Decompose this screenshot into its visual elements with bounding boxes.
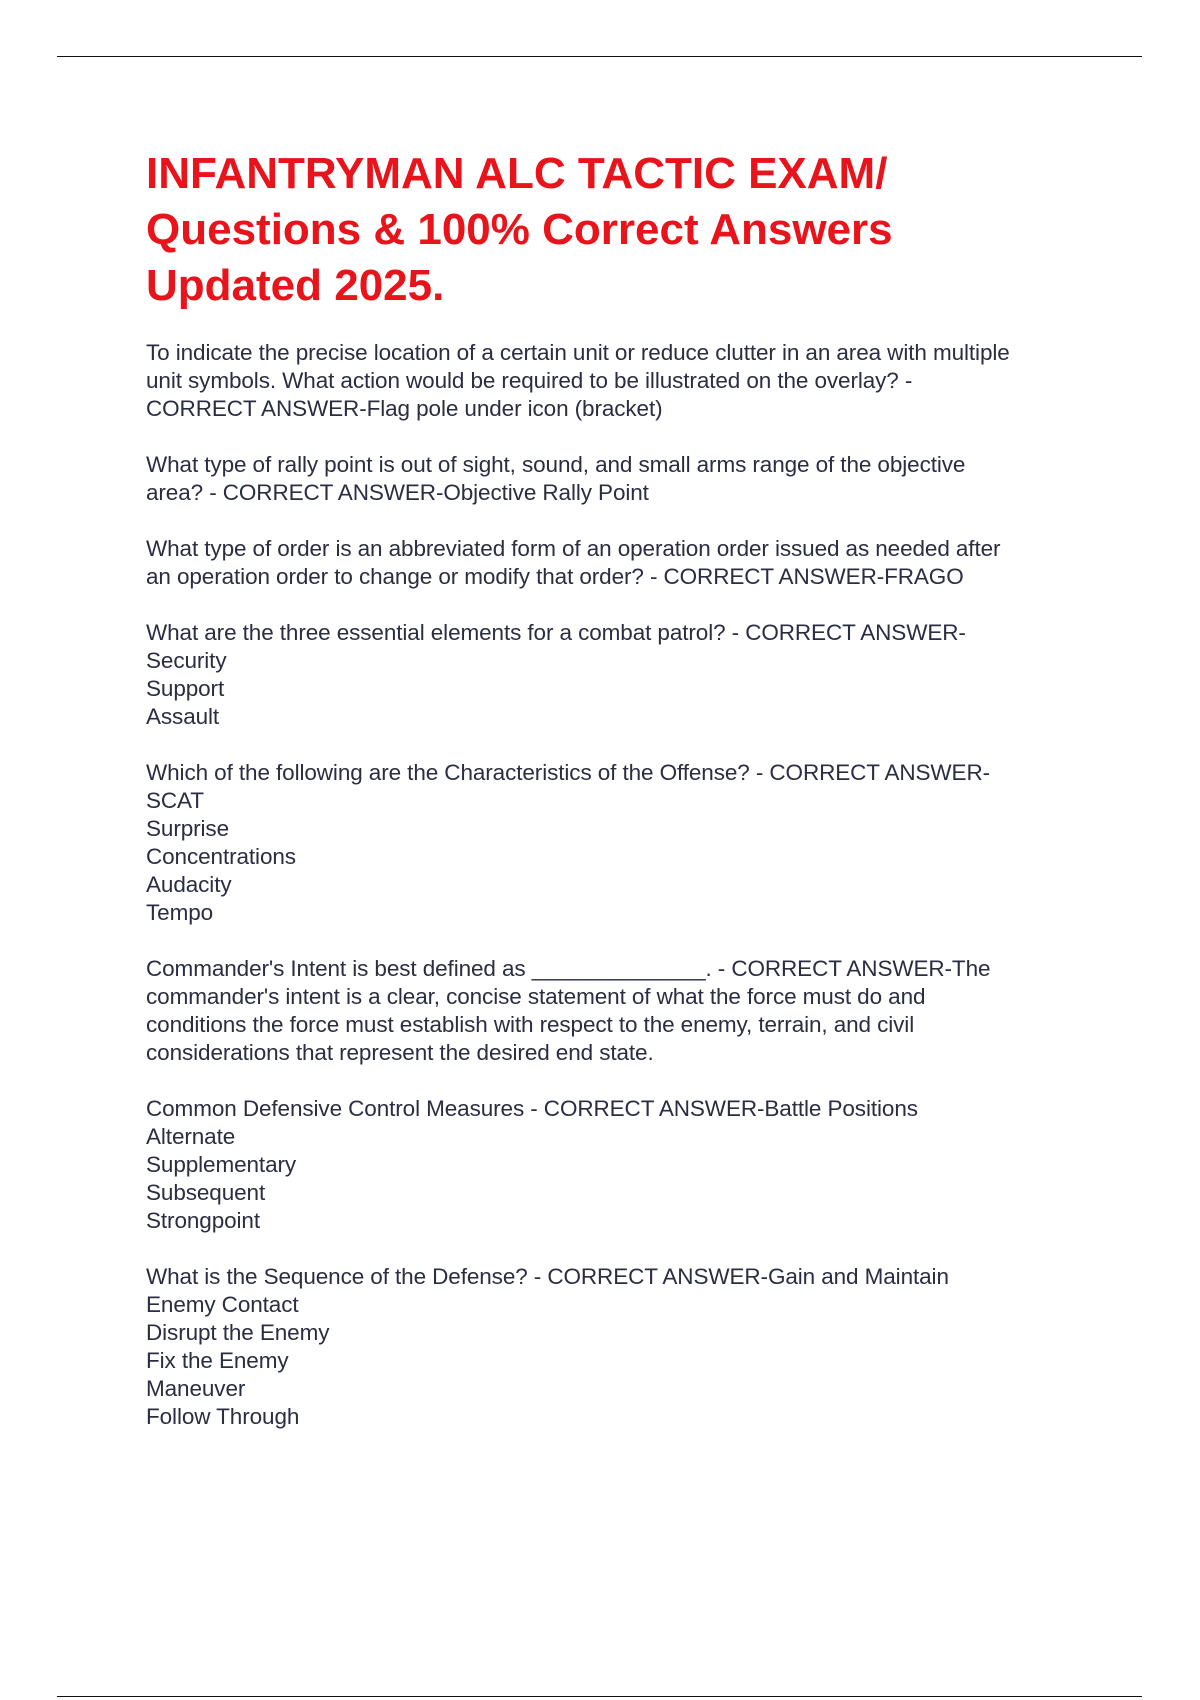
question-text: What type of order is an abbreviated form of an operation order issued as needed after [146, 536, 1001, 561]
question-text: What type of rally point is out of sight, sound, and small arms range of the objective [146, 452, 966, 477]
question-text: Commander's Intent is best defined as ______________. - CORRECT ANSWER-The [146, 956, 991, 981]
answer-line: Follow Through [146, 1404, 300, 1429]
qa-item [146, 619, 1106, 731]
answer-line: Audacity [146, 872, 232, 897]
answer-line: considerations that represent the desired end state. [146, 1040, 654, 1065]
answer-line: SCAT [146, 788, 204, 813]
answer-line: conditions the force must establish with respect to the enemy, terrain, and civil [146, 1012, 915, 1037]
qa-item [146, 1095, 1106, 1235]
answer-line: Surprise [146, 816, 229, 841]
question-text: What are the three essential elements for a combat patrol? - CORRECT ANSWER- [146, 620, 966, 645]
answer-line: Fix the Enemy [146, 1348, 289, 1373]
answer-line: Security [146, 648, 227, 673]
answer-line: area? - CORRECT ANSWER-Objective Rally Point [146, 480, 649, 505]
answer-line: an operation order to change or modify that order? - CORRECT ANSWER-FRAGO [146, 564, 964, 589]
question-text: What is the Sequence of the Defense? - CORRECT ANSWER-Gain and Maintain [146, 1264, 949, 1289]
title-line: Questions & 100% Correct Answers [146, 205, 893, 254]
question-text: To indicate the precise location of a certain unit or reduce clutter in an area with multiple [146, 340, 1010, 365]
answer-line: Disrupt the Enemy [146, 1320, 330, 1345]
qa-item [146, 451, 1106, 507]
answer-line: Tempo [146, 900, 214, 925]
answer-line: Subsequent [146, 1180, 266, 1205]
qa-item [146, 535, 1106, 591]
answer-line: Maneuver [146, 1376, 246, 1401]
answer-line: Enemy Contact [146, 1292, 299, 1317]
qa-item [146, 955, 1106, 1067]
question-answer-list [146, 339, 1106, 1459]
question-text: Which of the following are the Characteristics of the Offense? - CORRECT ANSWER- [146, 760, 990, 785]
answer-line: CORRECT ANSWER-Flag pole under icon (bracket) [146, 396, 663, 421]
qa-item [146, 759, 1106, 927]
header-rule [57, 56, 1142, 57]
qa-item [146, 339, 1106, 423]
question-text: Common Defensive Control Measures - CORRECT ANSWER-Battle Positions [146, 1096, 918, 1121]
answer-line: Strongpoint [146, 1208, 260, 1233]
footer-rule [57, 1696, 1142, 1697]
answer-line: unit symbols. What action would be required to be illustrated on the overlay? - [146, 368, 913, 393]
qa-item [146, 1263, 1106, 1431]
answer-line: Concentrations [146, 844, 296, 869]
title-line: Updated 2025. [146, 261, 445, 310]
answer-line: Supplementary [146, 1152, 297, 1177]
answer-line: Alternate [146, 1124, 236, 1149]
answer-line: Support [146, 676, 225, 701]
title-line: INFANTRYMAN ALC TACTIC EXAM/ [146, 149, 888, 198]
answer-line: Assault [146, 704, 220, 729]
answer-line: commander's intent is a clear, concise statement of what the force must do and [146, 984, 926, 1009]
document-title [146, 146, 1126, 314]
